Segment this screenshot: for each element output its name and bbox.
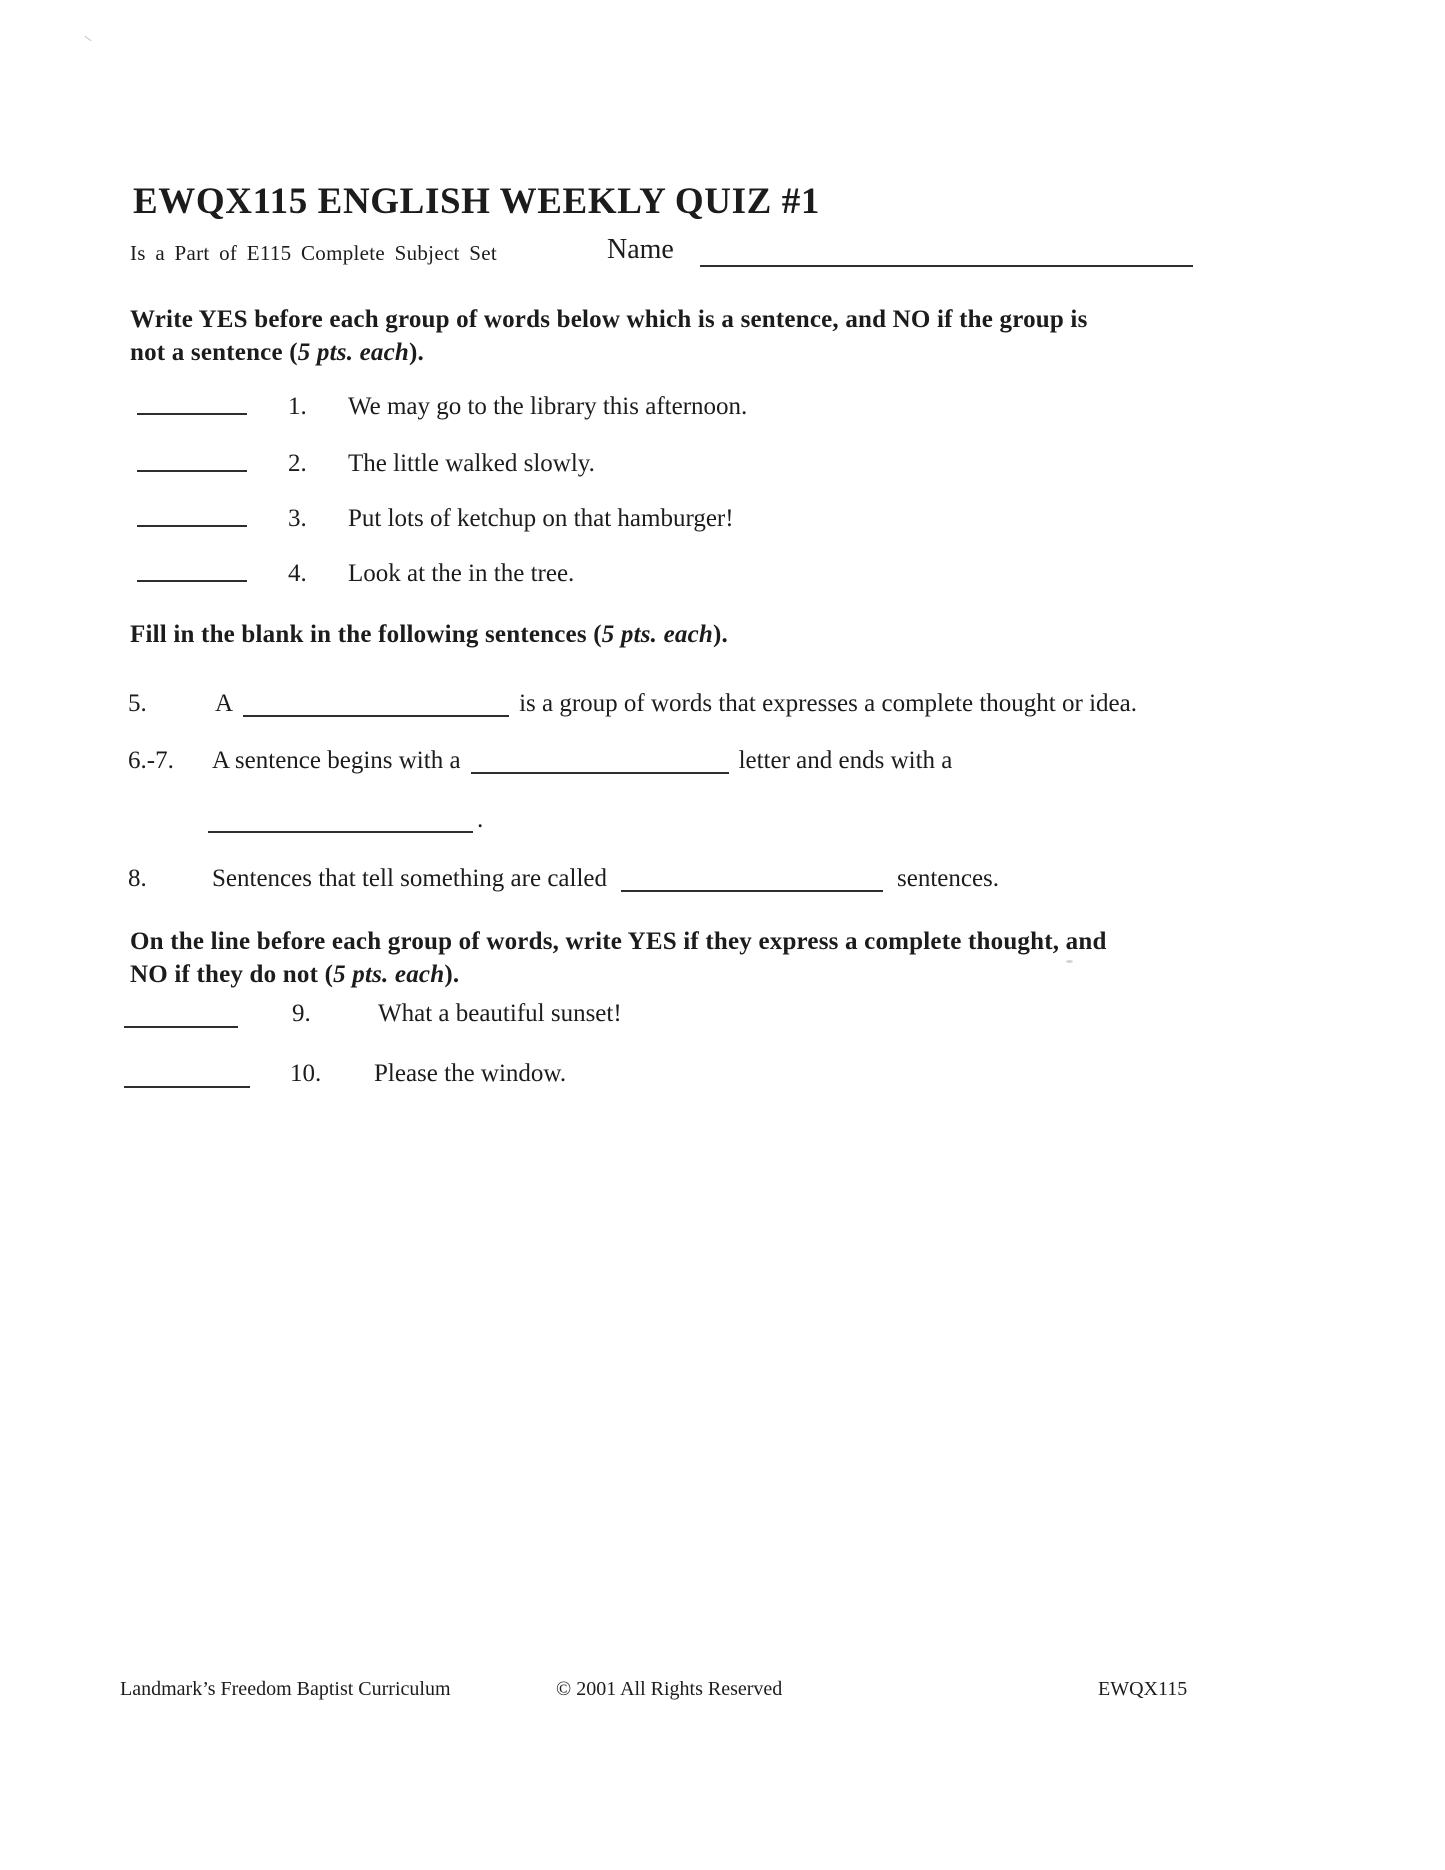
answer-blank-q10[interactable]: [124, 1060, 250, 1088]
question-number: 2.: [288, 450, 307, 477]
question-row-6-7-continuation: [0, 806, 1445, 840]
question-text: The little walked slowly.: [348, 450, 595, 477]
question-row-10: [0, 1060, 1445, 1094]
question-row-3: [0, 505, 1445, 539]
text-before-blank: A sentence begins with a: [212, 747, 461, 774]
points-note: 5 pts. each: [601, 621, 713, 648]
text-after-blank: letter and ends with a: [738, 747, 953, 774]
answer-blank-q2[interactable]: [137, 450, 247, 472]
question-text: Put lots of ketchup on that hamburger!: [348, 505, 734, 532]
question-text: [208, 806, 483, 834]
instruction-text: NO if they do not (: [130, 961, 334, 988]
text-after-blank: sentences.: [897, 865, 1000, 892]
scan-speck: [84, 36, 91, 41]
answer-blank-q1[interactable]: [137, 393, 247, 415]
question-row-2: [0, 450, 1445, 484]
question-number: 5.: [128, 690, 147, 717]
question-row-5: [0, 690, 1445, 724]
question-row-9: [0, 1000, 1445, 1034]
continuation-period: .: [477, 806, 484, 833]
question-number: 9.: [292, 1000, 311, 1027]
question-text: [215, 690, 1137, 718]
points-note: 5 pts. each: [297, 339, 409, 366]
fill-blank-q6-7a[interactable]: [471, 748, 729, 774]
fill-blank-q8[interactable]: [621, 866, 883, 892]
question-text: [212, 747, 952, 775]
question-row-6-7: [0, 747, 1445, 781]
question-text: Please the window.: [374, 1060, 567, 1087]
name-label: Name: [607, 234, 674, 265]
answer-blank-q4[interactable]: [137, 560, 247, 582]
question-text: [212, 865, 999, 893]
instruction-text: not a sentence (: [130, 339, 298, 366]
answer-blank-q3[interactable]: [137, 505, 247, 527]
question-number: 8.: [128, 865, 147, 892]
instruction-text: On the line before each group of words, write YES if they express a complete thought, and: [130, 928, 1107, 955]
section3-instruction: [130, 925, 1265, 991]
instruction-text: Write YES before each group of words below which is a sentence, and NO if the group is: [130, 306, 1088, 333]
question-text: What a beautiful sunset!: [378, 1000, 622, 1027]
fill-blank-q5[interactable]: [243, 691, 509, 717]
question-row-4: [0, 560, 1445, 594]
question-number: 3.: [288, 505, 307, 532]
question-text: We may go to the library this afternoon.: [348, 393, 748, 420]
points-note: 5 pts. each: [333, 961, 445, 988]
page-title: EWQX115 ENGLISH WEEKLY QUIZ #1: [133, 181, 820, 222]
text-before-blank: A: [215, 690, 234, 717]
footer-publisher: Landmark’s Freedom Baptist Curriculum: [120, 1678, 451, 1700]
question-row-1: [0, 393, 1445, 427]
subtitle: Is a Part of E115 Complete Subject Set: [130, 241, 497, 265]
text-before-blank: Sentences that tell something are called: [212, 865, 607, 892]
section1-instruction: [130, 303, 1265, 369]
instruction-text: ).: [444, 961, 460, 988]
footer-document-code: EWQX115: [1098, 1678, 1188, 1700]
text-after-blank: is a group of words that expresses a complete thought or idea.: [519, 690, 1137, 717]
instruction-text: ).: [409, 339, 424, 366]
footer-copyright: © 2001 All Rights Reserved: [556, 1678, 783, 1700]
question-number: 6.-7.: [128, 747, 174, 774]
question-text: Look at the in the tree.: [348, 560, 575, 587]
answer-blank-q9[interactable]: [124, 1000, 238, 1028]
name-input-line[interactable]: [700, 240, 1193, 267]
fill-blank-q6-7b[interactable]: [208, 807, 473, 833]
heading-text: ).: [712, 621, 728, 648]
heading-text: Fill in the blank in the following sentences (: [130, 621, 602, 648]
question-number: 1.: [288, 393, 307, 420]
question-number: 4.: [288, 560, 307, 587]
section2-heading: [130, 618, 1265, 651]
question-row-8: [0, 865, 1445, 899]
question-number: 10.: [290, 1060, 322, 1087]
